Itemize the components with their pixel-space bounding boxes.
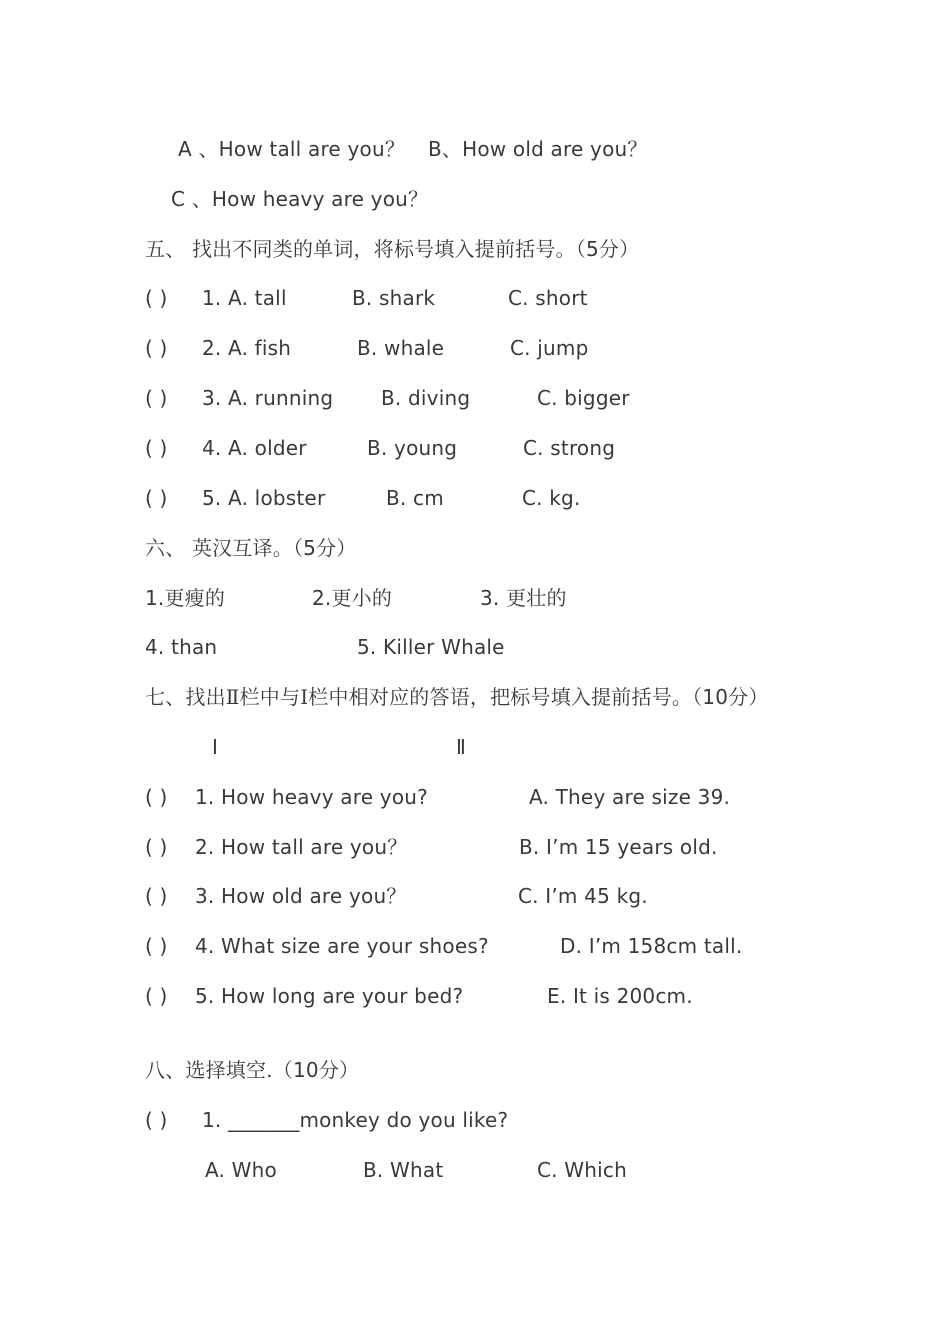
option-b: B. What — [363, 1158, 444, 1182]
option-c: C. bigger — [537, 386, 630, 410]
answer-bracket[interactable]: ( ) — [145, 934, 168, 958]
question: 1. How heavy are you? — [195, 785, 428, 809]
section7-title: 七、找出Ⅱ栏中与Ⅰ栏中相对应的答语，把标号填入提前括号。（ — [145, 685, 703, 709]
answer-bracket[interactable]: ( ) — [145, 286, 168, 310]
answer-bracket[interactable]: ( ) — [145, 336, 168, 360]
section7-points-tail: 分） — [728, 685, 769, 709]
option-c: C. kg. — [522, 486, 581, 510]
section5-title: 五、 找出不同类的单词，将标号填入提前括号。（ — [145, 237, 586, 261]
option-b: B. cm — [386, 486, 444, 510]
option-b: B. young — [367, 436, 458, 460]
option-c: C. jump — [510, 336, 589, 360]
option-b: B. whale — [357, 336, 445, 360]
answer-bracket[interactable]: ( ) — [145, 436, 168, 460]
answer: D. I’m 158cm tall. — [560, 934, 743, 958]
answer-bracket[interactable]: ( ) — [145, 486, 168, 510]
option-b: B、How old are you？ — [428, 137, 648, 161]
section6-title: 六、 英汉互译。（ — [145, 536, 304, 560]
option-b: B. diving — [381, 386, 471, 410]
option-c: C. short — [508, 286, 588, 310]
question: 4. What size are your shoes? — [195, 934, 489, 958]
answer: A. They are size 39. — [529, 785, 731, 809]
option-c: C. Which — [537, 1158, 627, 1182]
section8-title: 八、选择填空.（ — [145, 1058, 293, 1082]
section8-points: 10 — [292, 1058, 319, 1082]
translate-item: 4. than — [145, 635, 218, 659]
section5-points-tail: 分） — [598, 237, 640, 261]
column-2-header: Ⅱ — [456, 735, 467, 759]
answer: B. I’m 15 years old. — [519, 835, 718, 859]
option-a: A 、How tall are you？ — [178, 137, 406, 161]
answer-bracket[interactable]: ( ) — [145, 1108, 168, 1132]
translate-item: 3. 更壮的 — [480, 586, 567, 610]
question: 2. How tall are you？ — [195, 835, 408, 859]
question: 3. How old are you？ — [195, 884, 407, 908]
section8-points-tail: 分） — [318, 1058, 360, 1082]
answer-bracket[interactable]: ( ) — [145, 835, 168, 859]
translate-item: 5. Killer Whale — [357, 635, 505, 659]
option-a: 1. A. tall — [202, 286, 287, 310]
answer-bracket[interactable]: ( ) — [145, 785, 168, 809]
answer: E. It is 200cm. — [547, 984, 693, 1008]
option-b: B. shark — [352, 286, 436, 310]
translate-item: 2.更小的 — [312, 586, 393, 610]
section6-points-tail: 分） — [316, 536, 357, 560]
answer-bracket[interactable]: ( ) — [145, 984, 168, 1008]
option-a: A. Who — [205, 1158, 277, 1182]
option-a: 4. A. older — [202, 436, 307, 460]
option-c: C 、How heavy are you？ — [171, 187, 429, 211]
column-1-header: Ⅰ — [212, 735, 219, 759]
section6-points: 5 — [303, 536, 317, 560]
question: 5. How long are your bed? — [195, 984, 464, 1008]
section5-points: 5 — [585, 237, 599, 261]
option-c: C. strong — [523, 436, 616, 460]
question-text: 1. _______monkey do you like? — [202, 1108, 509, 1132]
option-a: 2. A. fish — [202, 336, 292, 360]
option-a: 3. A. running — [202, 386, 334, 410]
translate-item: 1.更瘦的 — [145, 586, 226, 610]
option-a: 5. A. lobster — [202, 486, 326, 510]
section7-points: 10 — [702, 685, 729, 709]
answer: C. I’m 45 kg. — [518, 884, 648, 908]
answer-bracket[interactable]: ( ) — [145, 386, 168, 410]
answer-bracket[interactable]: ( ) — [145, 884, 168, 908]
